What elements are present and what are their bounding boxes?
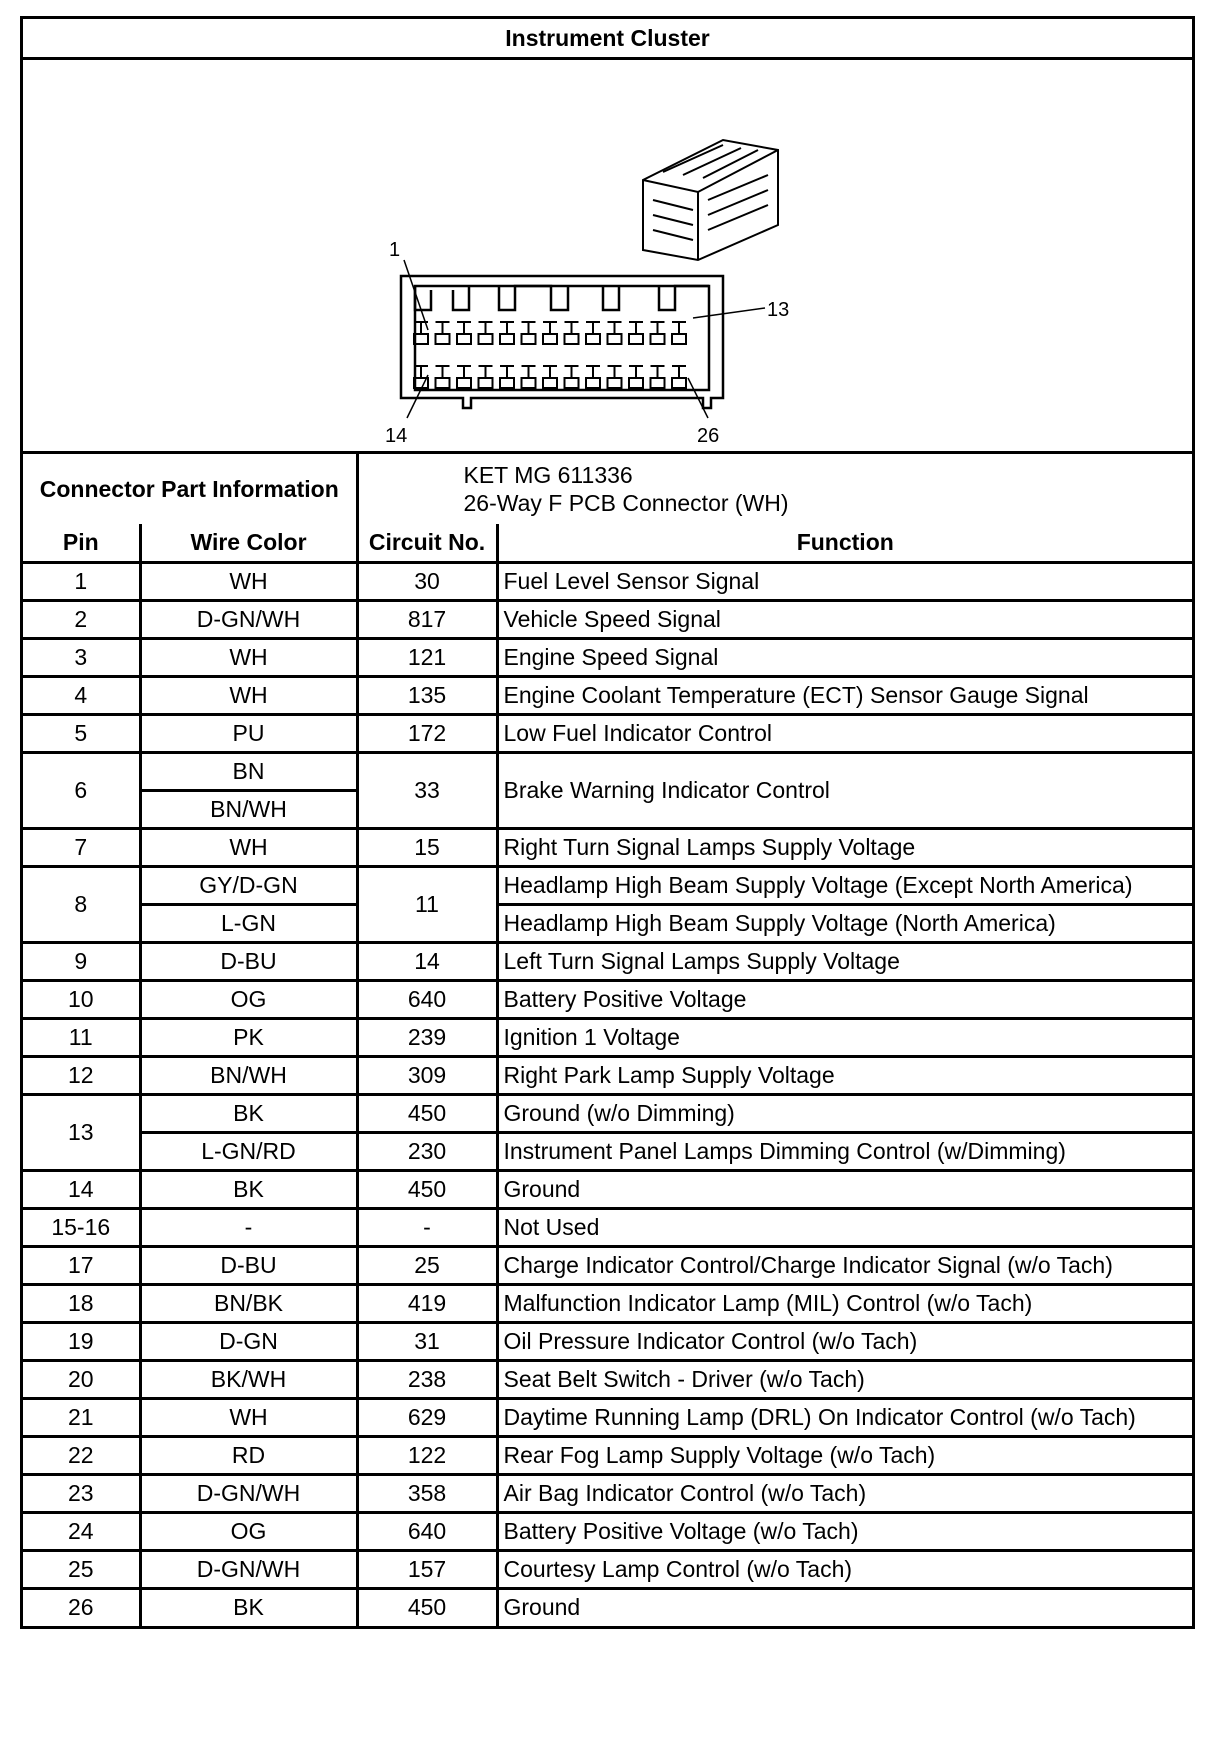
pin-cell: 11 (23, 1018, 140, 1056)
circuit-cell: - (357, 1208, 497, 1246)
connector-info-label: Connector Part Information (23, 454, 357, 524)
wire-color-cell: D-BU (140, 942, 357, 980)
pin-cell: 2 (23, 600, 140, 638)
leader-lines (404, 260, 765, 418)
wire-color-cell: WH (140, 1398, 357, 1436)
function-cell: Brake Warning Indicator Control (497, 752, 1192, 828)
function-cell: Battery Positive Voltage (w/o Tach) (497, 1512, 1192, 1550)
pin-cavity (672, 366, 686, 388)
pin-cavity (479, 366, 493, 388)
wire-color-cell: D-GN/WH (140, 1474, 357, 1512)
wire-color-cell: WH (140, 828, 357, 866)
function-cell: Charge Indicator Control/Charge Indicator Signal (w/o Tach) (497, 1246, 1192, 1284)
pin-label-26: 26 (697, 425, 720, 447)
table-row (23, 1550, 1192, 1588)
pin-cavity (672, 322, 686, 344)
wire-color-cell: BK/WH (140, 1360, 357, 1398)
pin-cell: 18 (23, 1284, 140, 1322)
function-cell: Headlamp High Beam Supply Voltage (North America) (497, 904, 1192, 942)
circuit-cell: 30 (357, 562, 497, 600)
wire-color-cell: D-GN/WH (140, 600, 357, 638)
table-row (23, 600, 1192, 638)
pin-cavity (629, 366, 643, 388)
connector-info-table (23, 454, 1192, 524)
pin-cell: 9 (23, 942, 140, 980)
table-row (23, 714, 1192, 752)
function-cell: Not Used (497, 1208, 1192, 1246)
table-row (23, 1398, 1192, 1436)
pin-cell: 5 (23, 714, 140, 752)
wire-color-cell: BN (140, 752, 357, 790)
function-cell: Ignition 1 Voltage (497, 1018, 1192, 1056)
circuit-cell: 450 (357, 1588, 497, 1626)
pin-cavity (457, 366, 471, 388)
circuit-cell: 11 (357, 866, 497, 942)
pin-cell: 21 (23, 1398, 140, 1436)
pin-cavity (651, 366, 665, 388)
pin-cavity (500, 322, 514, 344)
pin-cavity (500, 366, 514, 388)
pin-cavity (457, 322, 471, 344)
circuit-cell: 450 (357, 1170, 497, 1208)
pinout-table (23, 524, 1192, 1626)
table-row (23, 1170, 1192, 1208)
table-row (23, 562, 1192, 600)
function-cell: Left Turn Signal Lamps Supply Voltage (497, 942, 1192, 980)
circuit-cell: 33 (357, 752, 497, 828)
circuit-cell: 640 (357, 1512, 497, 1550)
pin-cavity (479, 322, 493, 344)
table-row (23, 828, 1192, 866)
table-row (23, 1056, 1192, 1094)
pin-cell: 3 (23, 638, 140, 676)
pin-cavity (436, 366, 450, 388)
connector-sheet (20, 16, 1195, 1629)
header-wire-color: Wire Color (140, 524, 357, 562)
function-cell: Ground (497, 1170, 1192, 1208)
pin-cavity (629, 322, 643, 344)
wire-color-cell: D-GN/WH (140, 1550, 357, 1588)
wire-color-cell: BK (140, 1094, 357, 1132)
wire-color-cell: BN/WH (140, 790, 357, 828)
pin-cell: 14 (23, 1170, 140, 1208)
circuit-cell: 309 (357, 1056, 497, 1094)
pinout-header-row (23, 524, 1192, 562)
pin-cell: 23 (23, 1474, 140, 1512)
table-row (23, 1512, 1192, 1550)
table-row (23, 752, 1192, 790)
function-cell: Fuel Level Sensor Signal (497, 562, 1192, 600)
circuit-cell: 31 (357, 1322, 497, 1360)
circuit-cell: 629 (357, 1398, 497, 1436)
pin-cavity (586, 322, 600, 344)
pin-cell: 8 (23, 866, 140, 942)
pin-cell: 6 (23, 752, 140, 828)
connector-part-number: KET MG 611336 (463, 462, 633, 488)
table-row (23, 1360, 1192, 1398)
pin-cavity (436, 322, 450, 344)
pin-cell: 24 (23, 1512, 140, 1550)
function-cell: Engine Coolant Temperature (ECT) Sensor Gauge Signal (497, 676, 1192, 714)
function-cell: Air Bag Indicator Control (w/o Tach) (497, 1474, 1192, 1512)
circuit-cell: 135 (357, 676, 497, 714)
table-row (23, 1588, 1192, 1626)
function-cell: Headlamp High Beam Supply Voltage (Except North America) (497, 866, 1192, 904)
pin-cavity (522, 322, 536, 344)
circuit-cell: 14 (357, 942, 497, 980)
circuit-cell: 450 (357, 1094, 497, 1132)
function-cell: Malfunction Indicator Lamp (MIL) Control (w/o Tach) (497, 1284, 1192, 1322)
circuit-cell: 15 (357, 828, 497, 866)
table-row (23, 980, 1192, 1018)
connector-face-drawing (23, 60, 1192, 451)
function-cell: Oil Pressure Indicator Control (w/o Tach) (497, 1322, 1192, 1360)
connector-diagram (23, 60, 1192, 454)
table-row (23, 1322, 1192, 1360)
pin-cell: 7 (23, 828, 140, 866)
circuit-cell: 230 (357, 1132, 497, 1170)
table-row (23, 904, 1192, 942)
connector-3d-icon (643, 140, 778, 260)
pin-cell: 19 (23, 1322, 140, 1360)
table-row (23, 1094, 1192, 1132)
function-cell: Vehicle Speed Signal (497, 600, 1192, 638)
pin-cavity (651, 322, 665, 344)
wire-color-cell: PK (140, 1018, 357, 1056)
function-cell: Right Turn Signal Lamps Supply Voltage (497, 828, 1192, 866)
pin-cavities (414, 322, 686, 388)
function-cell: Low Fuel Indicator Control (497, 714, 1192, 752)
table-row (23, 866, 1192, 904)
circuit-cell: 25 (357, 1246, 497, 1284)
pin-cavity (543, 366, 557, 388)
pin-cell: 1 (23, 562, 140, 600)
table-row (23, 1474, 1192, 1512)
wire-color-cell: GY/D-GN (140, 866, 357, 904)
table-row (23, 1132, 1192, 1170)
circuit-cell: 238 (357, 1360, 497, 1398)
pin-cavity (565, 322, 579, 344)
wire-color-cell: BN/WH (140, 1056, 357, 1094)
circuit-cell: 640 (357, 980, 497, 1018)
pin-cavity (522, 366, 536, 388)
pin-cell: 25 (23, 1550, 140, 1588)
function-cell: Ground (w/o Dimming) (497, 1094, 1192, 1132)
circuit-cell: 157 (357, 1550, 497, 1588)
pin-cell: 20 (23, 1360, 140, 1398)
wire-color-cell: D-GN (140, 1322, 357, 1360)
circuit-cell: 121 (357, 638, 497, 676)
function-cell: Engine Speed Signal (497, 638, 1192, 676)
function-cell: Instrument Panel Lamps Dimming Control (w/Dimming) (497, 1132, 1192, 1170)
function-cell: Courtesy Lamp Control (w/o Tach) (497, 1550, 1192, 1588)
pin-cell: 26 (23, 1588, 140, 1626)
wire-color-cell: BN/BK (140, 1284, 357, 1322)
wire-color-cell: L-GN/RD (140, 1132, 357, 1170)
table-row (23, 1018, 1192, 1056)
wire-color-cell: WH (140, 638, 357, 676)
circuit-cell: 419 (357, 1284, 497, 1322)
circuit-cell: 122 (357, 1436, 497, 1474)
table-row (23, 1284, 1192, 1322)
pin-cell: 15-16 (23, 1208, 140, 1246)
wire-color-cell: - (140, 1208, 357, 1246)
header-circuit: Circuit No. (357, 524, 497, 562)
wire-color-cell: PU (140, 714, 357, 752)
circuit-cell: 239 (357, 1018, 497, 1056)
wire-color-cell: OG (140, 1512, 357, 1550)
function-cell: Daytime Running Lamp (DRL) On Indicator Control (w/o Tach) (497, 1398, 1192, 1436)
wire-color-cell: BK (140, 1170, 357, 1208)
circuit-cell: 172 (357, 714, 497, 752)
pin-cell: 13 (23, 1094, 140, 1170)
pin-label-14: 14 (385, 425, 408, 447)
wire-color-cell: BK (140, 1588, 357, 1626)
pin-cell: 12 (23, 1056, 140, 1094)
function-cell: Ground (497, 1588, 1192, 1626)
wire-color-cell: RD (140, 1436, 357, 1474)
table-row (23, 1246, 1192, 1284)
wire-color-cell: L-GN (140, 904, 357, 942)
function-cell: Seat Belt Switch - Driver (w/o Tach) (497, 1360, 1192, 1398)
circuit-cell: 817 (357, 600, 497, 638)
pin-cavity (543, 322, 557, 344)
table-row (23, 942, 1192, 980)
header-pin: Pin (23, 524, 140, 562)
table-row (23, 1436, 1192, 1474)
connector-description: 26-Way F PCB Connector (WH) (463, 490, 789, 516)
wire-color-cell: OG (140, 980, 357, 1018)
page-title: Instrument Cluster (23, 19, 1192, 60)
wire-color-cell: WH (140, 562, 357, 600)
header-function: Function (497, 524, 1192, 562)
circuit-cell: 358 (357, 1474, 497, 1512)
table-row (23, 1208, 1192, 1246)
pin-cell: 17 (23, 1246, 140, 1284)
wire-color-cell: WH (140, 676, 357, 714)
pin-cavity (608, 366, 622, 388)
pin-cavity (565, 366, 579, 388)
table-row (23, 638, 1192, 676)
pin-cavity (608, 322, 622, 344)
table-row (23, 676, 1192, 714)
pin-label-1: 1 (389, 239, 401, 261)
connector-info-value (357, 454, 1192, 524)
function-cell: Battery Positive Voltage (497, 980, 1192, 1018)
function-cell: Rear Fog Lamp Supply Voltage (w/o Tach) (497, 1436, 1192, 1474)
pin-cavity (586, 366, 600, 388)
pin-cell: 22 (23, 1436, 140, 1474)
pin-label-13: 13 (767, 299, 790, 321)
pin-cell: 4 (23, 676, 140, 714)
function-cell: Right Park Lamp Supply Voltage (497, 1056, 1192, 1094)
wire-color-cell: D-BU (140, 1246, 357, 1284)
pin-cell: 10 (23, 980, 140, 1018)
